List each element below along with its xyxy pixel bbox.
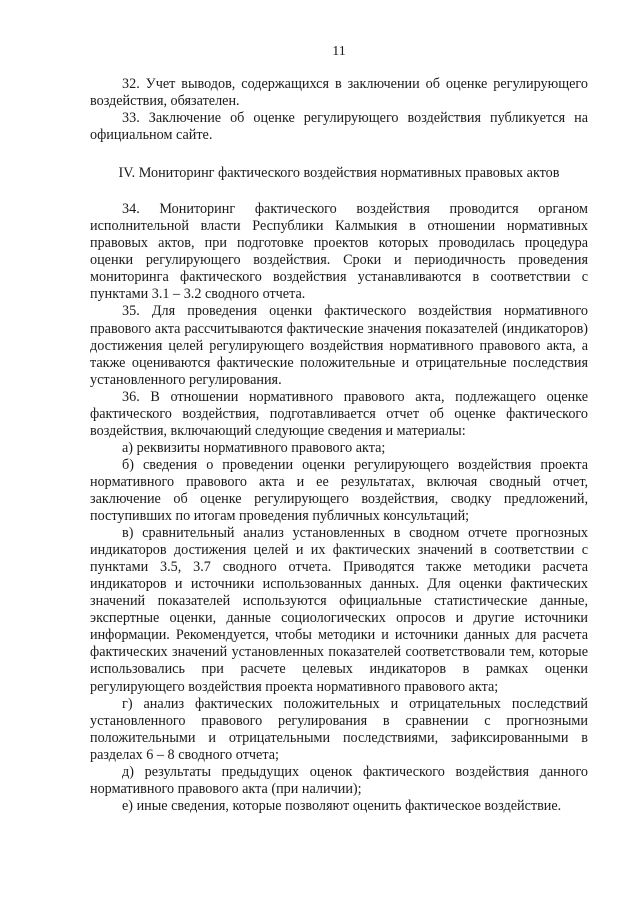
paragraph-33: 33. Заключение об оценке регулирующего воздействия публикуется на официальном сайте. bbox=[90, 110, 588, 144]
list-item-e: е) иные сведения, которые позволяют оценить фактическое воздействие. bbox=[122, 797, 562, 814]
list-item-d: д) результаты предыдущих оценок фактического воздействия данного нормативного правового акта (при наличии); bbox=[90, 763, 588, 797]
list-item-g: г) анализ фактических положительных и отрицательных последствий установленного правового регулирования в сравнении с прогнозными положительными и отрицательными последствиями, зафиксированными в разделах 6 – 8 сводного отчета; bbox=[90, 695, 588, 763]
list-item-v: в) сравнительный анализ установленных в сводном отчете прогнозных индикаторов достижения целей и их фактических значений в соответствии с пунктами 3.5, 3.7 сводного отчета. Приводятся также методики расчета индикаторов и источники использованных данных. Для оценки фактических значений показателей используются официальные статистические данные, экспертные оценки, данные социологических опросов и другие источники информации. Рекомендуется, чтобы методики и источники данных для расчета фактических значений установленных показателей соответствовали тем, которые использовались при расчете целевых индикаторов в рамках оценки регулирующего воздействия проекта нормативного правового акта; bbox=[90, 525, 588, 695]
paragraph-35: 35. Для проведения оценки фактического воздействия нормативного правового акта рассчитываются фактические значения показателей (индикаторов) достижения целей регулирующего воздействия нормативного правового акта, а также оцениваются фактические положительные и отрицательные последствия установленного регулирования. bbox=[90, 303, 588, 388]
paragraph-34: 34. Мониторинг фактического воздействия проводится органом исполнительной власти Республики Калмыкия в отношении нормативных правовых актов, при подготовке проектов которых проводилась процедура оценки регулирующего воздействия. Сроки и периодичность проведения мониторинга фактического воздействия устанавливаются в соответствии с пунктами 3.1 – 3.2 сводного отчета. bbox=[90, 201, 588, 303]
document-body bbox=[90, 76, 588, 815]
paragraph-32: 32. Учет выводов, содержащихся в заключении об оценке регулирующего воздействия, обязателен. bbox=[90, 76, 588, 110]
page-number: 11 bbox=[332, 44, 346, 59]
list-item-a: а) реквизиты нормативного правового акта; bbox=[122, 439, 386, 456]
section-heading: IV. Мониторинг фактического воздействия нормативных правовых актов bbox=[118, 165, 560, 182]
paragraph-36: 36. В отношении нормативного правового акта, подлежащего оценке фактического воздействия, подготавливается отчет об оценке фактического воздействия, включающий следующие сведения и материалы: bbox=[90, 388, 588, 439]
list-item-b: б) сведения о проведении оценки регулирующего воздействия проекта нормативного правового акта и ее результатах, включая сводный отчет, заключение об оценке регулирующего воздействия, сводку предложений, поступивших по итогам проведения публичных консультаций; bbox=[90, 456, 588, 525]
